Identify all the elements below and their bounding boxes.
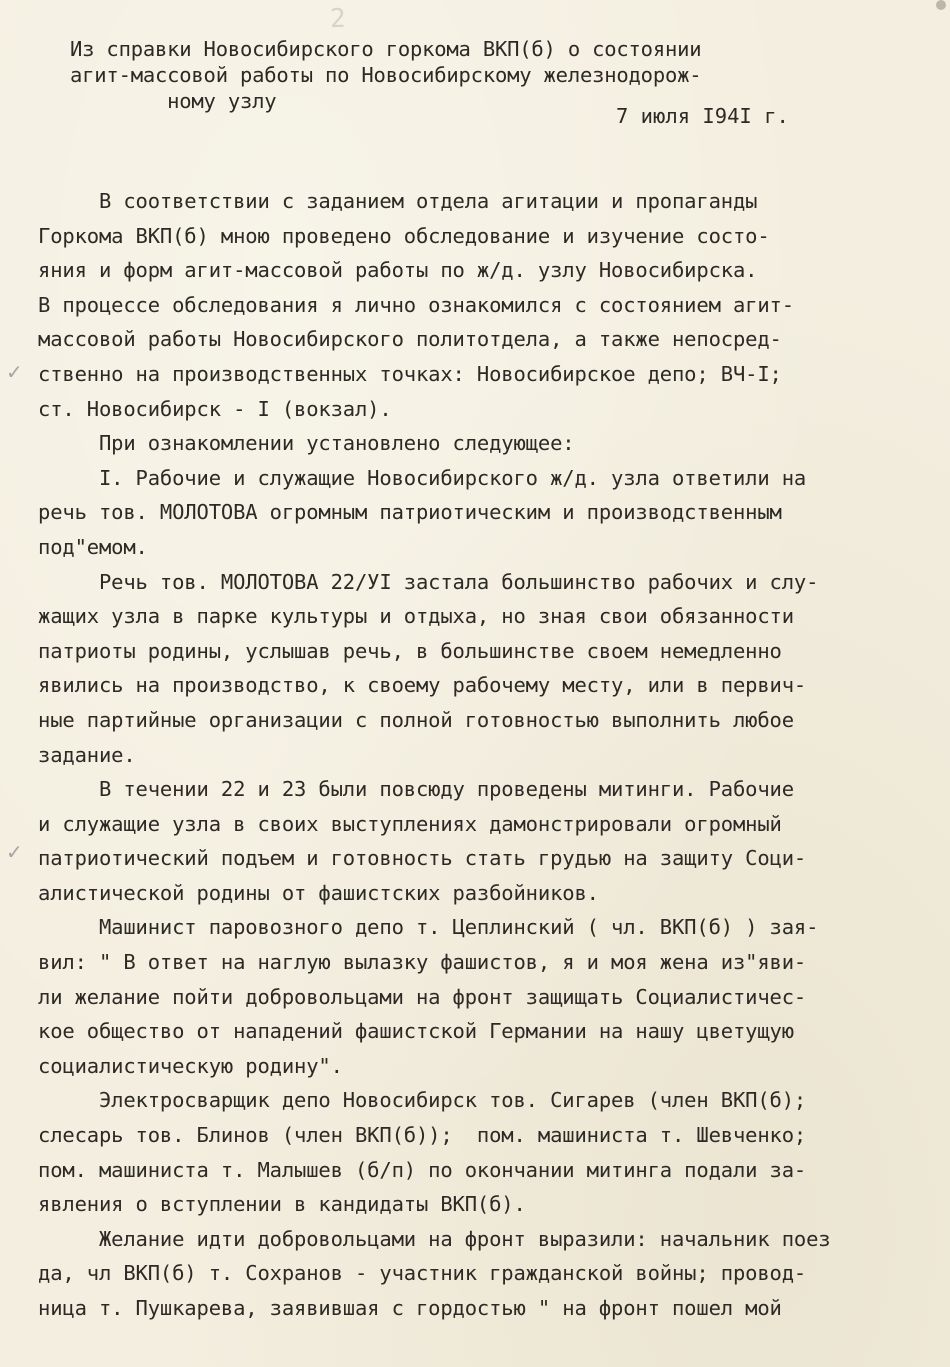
body-line: явились на производство, к своему рабочему месту, или в первич- [38, 673, 807, 698]
body-line: явления о вступлении в кандидаты ВКП(б). [38, 1192, 526, 1217]
body-line: пом. машиниста т. Малышев (б/п) по окончании митинга подали за- [38, 1157, 807, 1182]
body-line: слесарь тов. Блинов (член ВКП(б)); пом. машиниста т. Шевченко; [38, 1123, 807, 1148]
body-line: патриотический подъем и готовность стать грудью на защиту Соци- [38, 846, 807, 871]
body-line: алистической родины от фашистских разбойников. [38, 880, 599, 905]
margin-check-mark: ✓ [6, 360, 23, 384]
body-line: ли желание пойти добровольцами на фронт защищать Социалистичес- [38, 984, 807, 1009]
body-line: задание. [38, 742, 136, 767]
body-line: Машинист паровозного депо т. Цеплинский ( чл. ВКП(б) ) зая- [38, 915, 819, 940]
body-line: массовой работы Новосибирского политотдела, а также непосред- [38, 327, 782, 352]
body-line: В течении 22 и 23 были повсюду проведены митинги. Рабочие [38, 777, 794, 802]
page-number: 2 [329, 3, 346, 35]
document-date: 7 июля I94I г. [616, 104, 789, 128]
body-line: да, чл ВКП(б) т. Сохранов - участник гражданской войны; провод- [38, 1261, 807, 1286]
document-header [70, 36, 830, 114]
body-line: и служащие узла в своих выступлениях дамонстрировали огромный [38, 811, 782, 836]
body-line: вил: " В ответ на наглую вылазку фашистов, я и моя жена из"яви- [38, 950, 807, 975]
body-line: Горкома ВКП(б) мною проведено обследование и изучение состо- [38, 223, 770, 248]
body-line: В процессе обследования я лично ознакомился с состоянием агит- [38, 292, 794, 317]
body-line: ные партийные организации с полной готовностью выполнить любое [38, 707, 794, 732]
body-line: патриоты родины, услышав речь, в большинстве своем немедленно [38, 638, 782, 663]
body-line: кое общество от нападений фашистской Германии на нашу цветущую [38, 1019, 794, 1044]
body-line: речь тов. МОЛОТОВА огромным патриотическим и производственным [38, 500, 782, 525]
body-line: жащих узла в парке культуры и отдыха, но зная свои обязанности [38, 604, 794, 629]
body-line: Электросварщик депо Новосибирск тов. Сигарев (член ВКП(б); [38, 1088, 807, 1113]
pin-hole [936, 0, 946, 10]
document-body [38, 184, 918, 1326]
body-line: под"емом. [38, 534, 148, 559]
body-line: социалистическую родину". [38, 1053, 343, 1078]
body-line: ст. Новосибирск - I (вокзал). [38, 396, 392, 421]
margin-check-mark: ✓ [6, 840, 23, 864]
body-line: Речь тов. МОЛОТОВА 22/УI застала большинство рабочих и слу- [38, 569, 819, 594]
header-title-line: Из справки Новосибирского горкома ВКП(б) о состоянии [70, 37, 702, 61]
header-title-line: агит-массовой работы по Новосибирскому железнодорож- [70, 63, 702, 87]
header-title-line: ному узлу [70, 89, 277, 113]
body-line: I. Рабочие и служащие Новосибирского ж/д. узла ответили на [38, 465, 807, 490]
body-line: В соответствии с заданием отдела агитации и пропаганды [38, 189, 758, 213]
body-line: При ознакомлении установлено следующее: [38, 431, 575, 456]
body-line: ница т. Пушкарева, заявившая с гордостью " на фронт пошел мой [38, 1296, 782, 1320]
body-line: Желание идти добровольцами на фронт выразили: начальник поез [38, 1226, 831, 1251]
body-line: ственно на производственных точках: Новосибирское депо; ВЧ-I; [38, 361, 782, 386]
body-line: яния и форм агит-массовой работы по ж/д. узлу Новосибирска. [38, 258, 758, 283]
